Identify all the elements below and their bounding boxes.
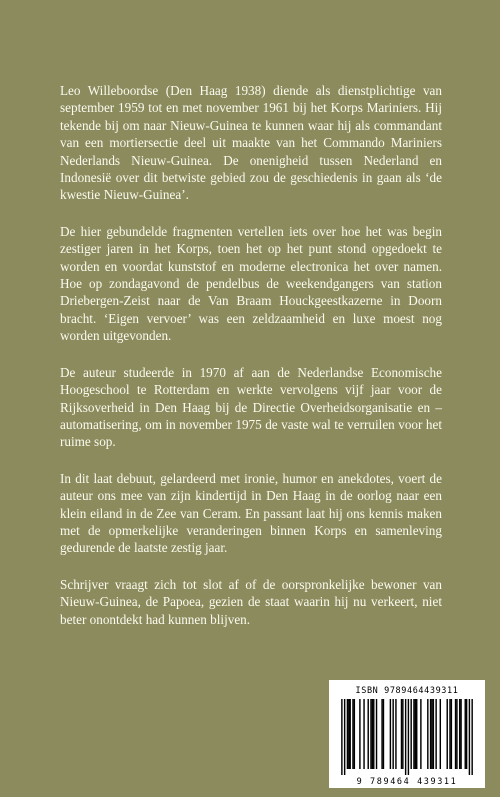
barcode-bar	[405, 699, 406, 775]
back-cover-blurb	[60, 82, 442, 647]
barcode-box	[329, 680, 485, 788]
barcode-bar	[456, 699, 457, 769]
barcode-bar	[420, 699, 421, 769]
barcode-bar	[435, 699, 436, 769]
barcode-bar	[383, 699, 384, 769]
barcode-digits: 9 789464 439311	[356, 777, 458, 787]
barcode-bar	[376, 699, 377, 769]
barcode-bar	[449, 699, 450, 769]
barcode-bar	[344, 699, 345, 775]
barcode-bar	[347, 699, 348, 769]
barcode-bar	[395, 699, 396, 769]
barcode-bar	[465, 699, 466, 769]
barcode-bar	[416, 699, 417, 769]
barcode-bar	[392, 699, 393, 769]
blurb-paragraph-2: De hier gebundelde fragmenten vertellen iets over hoe het was begin zestiger jaren in het Korps, toen het op het punt stond opgedoekt te worden en voordat kunststof en moderne electronica het over namen. Hoe op zondagavond de pendelbus de weekendgangers van station Driebergen-Zeist naar de Van Braam Houckgeestkazerne in Doorn bracht. ‘Eigen vervoer’ was een zeldzaamheid en luxe moest nog worden uitgevonden.	[60, 223, 442, 344]
barcode-bar	[373, 699, 374, 769]
barcode-bar	[430, 699, 431, 769]
barcode-bar	[408, 699, 409, 775]
barcode-bar	[363, 699, 364, 769]
blurb-paragraph-1: Leo Willeboordse (Den Haag 1938) diende als dienstplichtige van september 1959 tot en met november 1961 bij het Korps Mariniers. Hij tekende bij om naar Nieuw-Guinea te kunnen waar hij als commandant van een mortiersectie deel uit maakte van het Commando Mariniers Nederlands Nieuw-Guinea. De onenigheid tussen Nederland en Indonesië over dit betwiste gebied zou de geschiedenis in gaan als ‘de kwestie Nieuw-Guinea’.	[60, 83, 442, 203]
barcode-bar	[427, 699, 428, 769]
barcode-bar	[413, 699, 414, 769]
barcode-bar	[455, 699, 456, 769]
barcode-bar	[349, 699, 350, 769]
barcode-bar	[459, 699, 460, 769]
blurb-paragraph-4: In dit laat debuut, gelardeerd met ironie, humor en anekdotes, voert de auteur ons mee van zijn kindertijd in Den Haag in de oorlog naar een klein eiland in de Zee van Ceram. En passant laat hij ons kennis maken met de opmerkelijke veranderingen binnen Korps en samenleving gedurende de laatste zestig jaar.	[60, 470, 442, 556]
barcode-bar	[341, 699, 342, 775]
barcode-bar	[469, 699, 470, 775]
barcode-bar	[433, 699, 434, 769]
barcode-bar	[354, 699, 355, 769]
barcode-bar	[348, 699, 349, 769]
barcode-bar	[402, 699, 403, 769]
barcode-bar	[415, 699, 416, 769]
barcode-bar	[466, 699, 467, 769]
barcode-bars	[337, 699, 477, 775]
barcode-bar	[410, 699, 411, 769]
barcode-bar	[367, 699, 368, 769]
barcode-bar	[359, 699, 360, 769]
barcode-bar	[370, 699, 371, 769]
barcode-bar	[440, 699, 441, 769]
blurb-paragraph-3: De auteur studeerde in 1970 af aan de Nederlandse Economische Hoogeschool te Rotterdam en werkte vervolgens vijf jaar voor de Rijksoverheid in Den Haag bij de Directie Overheidsorganisatie en –automatisering, om in november 1975 de vaste wal te verruilen voor het ruime sop.	[60, 364, 442, 450]
barcode-bar	[471, 699, 472, 775]
barcode-bar	[460, 699, 461, 769]
barcode-bar	[451, 699, 452, 769]
barcode-bar	[352, 699, 353, 769]
barcode-bar	[381, 699, 382, 769]
isbn-label: ISBN 9789464439311	[355, 686, 459, 696]
barcode-bar	[431, 699, 432, 769]
blurb-paragraph-5: Schrijver vraagt zich tot slot af of de oorspronkelijke bewoner van Nieuw-Guinea, de Papoea, gezien de staat waarin hij nu verkeert, niet beter onontdekt had kunnen blijven.	[60, 576, 442, 627]
barcode-bar	[401, 699, 402, 769]
barcode-bar	[390, 699, 391, 769]
barcode-bar	[447, 699, 448, 769]
barcode-bar	[372, 699, 373, 769]
